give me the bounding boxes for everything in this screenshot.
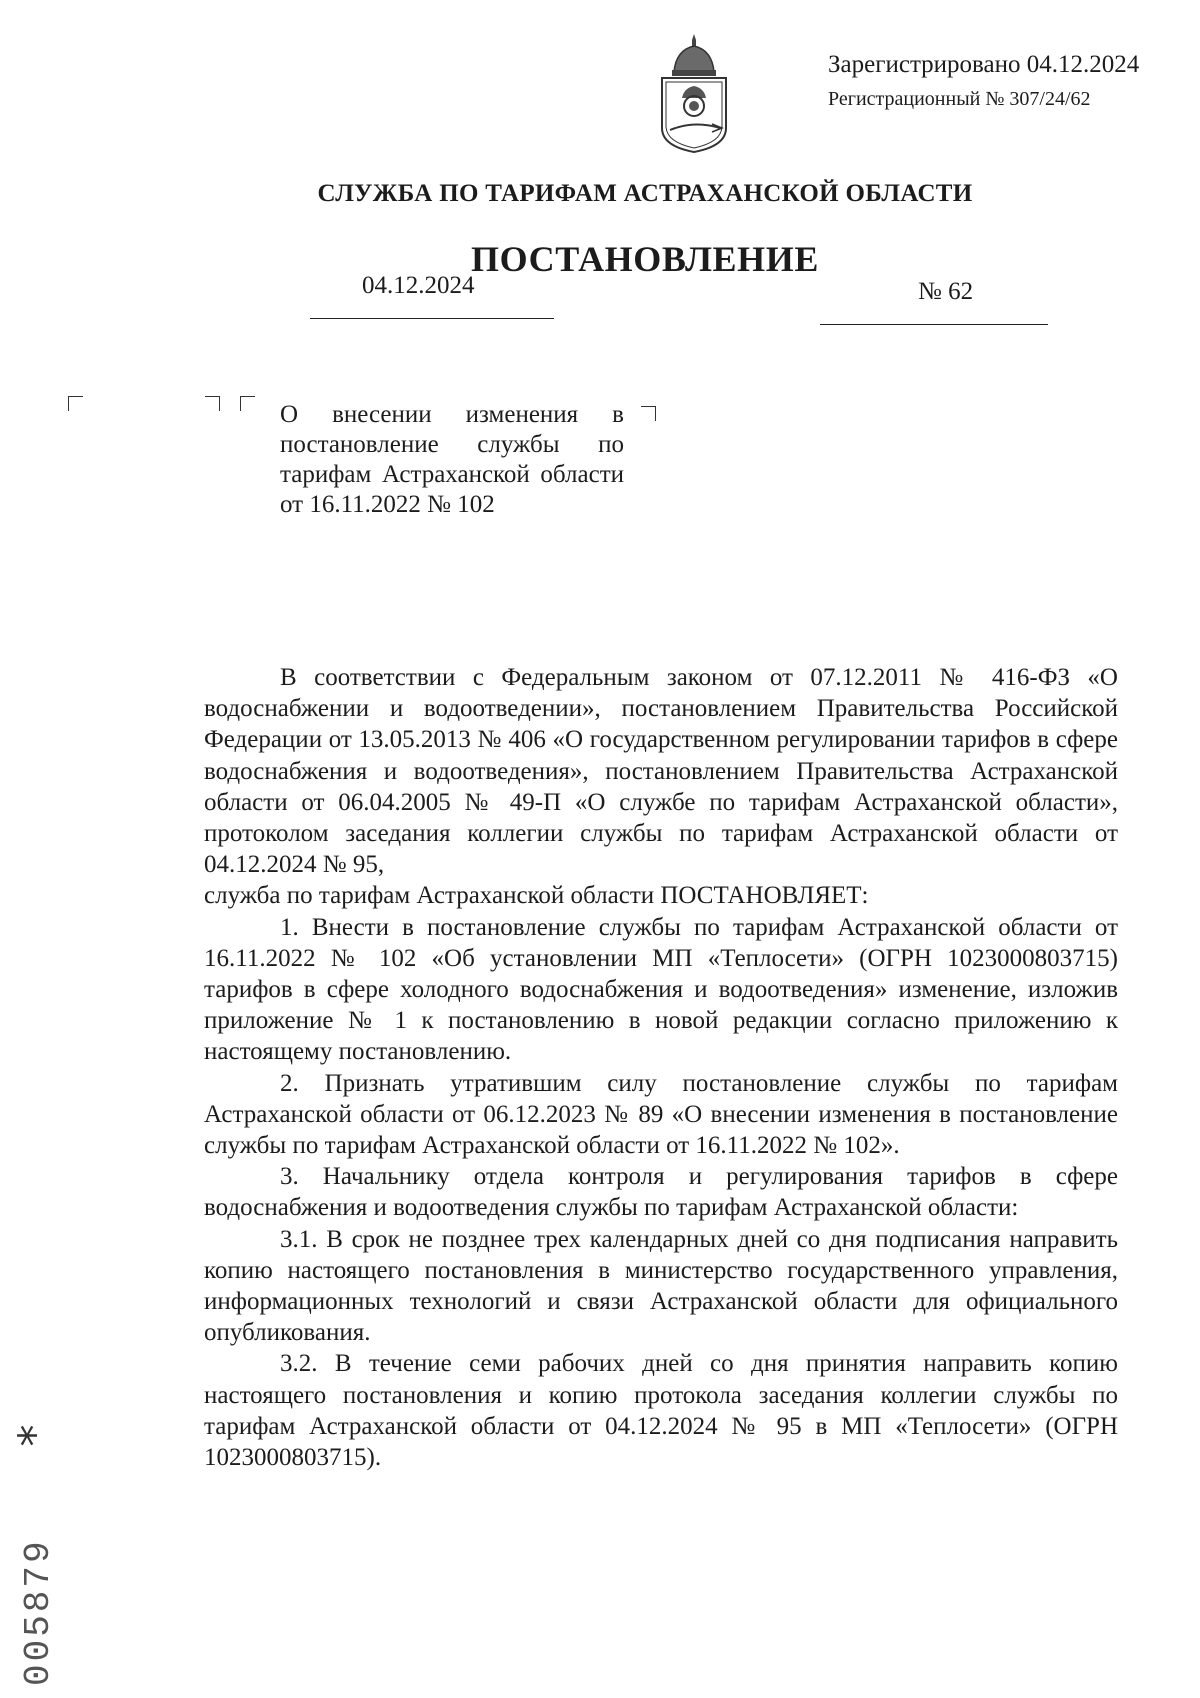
date-underline (310, 318, 554, 319)
margin-stamp-mark: * (9, 1424, 61, 1447)
margin-stamp-number: 005879 (18, 1538, 59, 1686)
corner-mark (240, 396, 255, 411)
item-2: 2. Признать утратившим силу постановление службы по тарифам Астраханской области от 06.12.2023 № 89 «О внесении изменения в постановление службы по тарифам Астраханской области от 16.11.2022 № 102». (204, 1069, 1118, 1160)
document-date: 04.12.2024 (362, 272, 475, 299)
item-3-2: 3.2. В течение семи рабочих дней со дня принятия направить копию настоящего постановления и копию протокола заседания коллегии службы по тарифам Астраханской области от 04.12.2024 № 95 в МП «Теплосети» (ОГРН 1023000803715). (204, 1350, 1118, 1472)
document-body (204, 662, 1118, 1473)
number-underline (820, 324, 1048, 325)
document-number: № 62 (918, 278, 974, 305)
coat-of-arms-icon (652, 32, 736, 156)
document-subject: О внесении изменения в постановление службы по тарифам Астраханской области от 16.11.2022 № 102 (280, 401, 624, 518)
decree-line: служба по тарифам Астраханской области ПОСТАНОВЛЯЕТ: (204, 882, 869, 910)
item-3: 3. Начальнику отдела контроля и регулирования тарифов в сфере водоснабжения и водоотведения службы по тарифам Астраханской области: (204, 1163, 1118, 1222)
registration-date: Зарегистрировано 04.12.2024 (828, 51, 1140, 78)
corner-mark (205, 396, 220, 411)
document-type: ПОСТАНОВЛЕНИЕ (471, 239, 819, 279)
preamble-paragraph: В соответствии с Федеральным законом от 07.12.2011 № 416-ФЗ «О водоснабжении и водоотведении», постановлением Правительства Российской Федерации от 13.05.2013 № 406 «О государственном регулировании тарифов в сфере водоснабжения и водоотведения», постановлением Правительства Астраханской области от 06.04.2005 № 49-П «О службе по тарифам Астраханской области», протоколом заседания коллегии службы по тарифам Астраханской области от 04.12.2024 № 95, (204, 664, 1118, 879)
corner-mark (68, 396, 83, 411)
item-3-1: 3.1. В срок не позднее трех календарных дней со дня подписания направить копию настоящего постановления в министерство государственного управления, информационных технологий и связи Астраханской области для официального опубликования. (204, 1225, 1118, 1347)
item-1: 1. Внести в постановление службы по тарифам Астраханской области от 16.11.2022 № 102 «Об установлении МП «Теплосети» (ОГРН 1023000803715) тарифов в сфере холодного водоснабжения и водоотведения» изменение, изложив приложение № 1 к постановлению в новой редакции согласно приложению к настоящему постановлению. (204, 913, 1118, 1066)
agency-name: СЛУЖБА ПО ТАРИФАМ АСТРАХАНСКОЙ ОБЛАСТИ (317, 180, 973, 207)
corner-mark (641, 406, 656, 421)
registration-number: Регистрационный № 307/24/62 (828, 88, 1091, 110)
